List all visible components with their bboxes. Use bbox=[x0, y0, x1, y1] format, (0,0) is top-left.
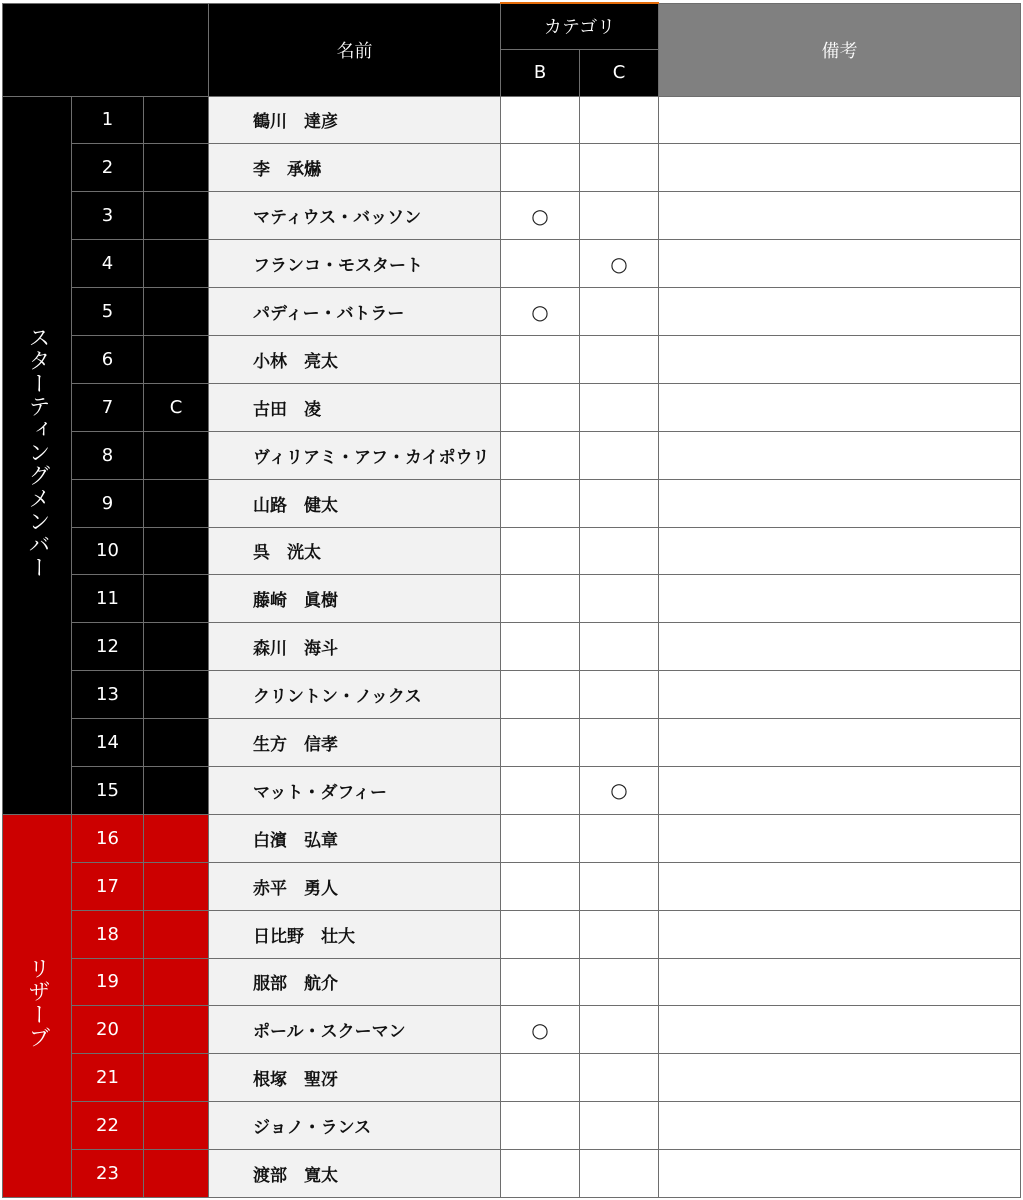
player-row bbox=[3, 575, 1021, 623]
jersey-number: 17 bbox=[72, 862, 144, 910]
notes-cell bbox=[659, 814, 1021, 862]
category-b-mark bbox=[501, 431, 580, 479]
category-c-mark bbox=[580, 527, 659, 575]
category-c-mark bbox=[580, 335, 659, 383]
player-name: ヴィリアミ・アフ・カイポウリ bbox=[209, 431, 501, 479]
category-c-mark bbox=[580, 288, 659, 336]
jersey-number: 10 bbox=[72, 527, 144, 575]
header-category-b: B bbox=[501, 49, 580, 96]
captain-flag bbox=[144, 1054, 209, 1102]
category-c-mark: ○ bbox=[580, 240, 659, 288]
category-b-mark bbox=[501, 1054, 580, 1102]
category-b-mark: ○ bbox=[501, 288, 580, 336]
player-name: クリントン・ノックス bbox=[209, 671, 501, 719]
section-reserves bbox=[3, 814, 72, 1197]
player-row bbox=[3, 288, 1021, 336]
jersey-number: 3 bbox=[72, 192, 144, 240]
jersey-number: 6 bbox=[72, 335, 144, 383]
player-row bbox=[3, 144, 1021, 192]
jersey-number: 11 bbox=[72, 575, 144, 623]
player-row bbox=[3, 1054, 1021, 1102]
player-row bbox=[3, 240, 1021, 288]
captain-flag bbox=[144, 1102, 209, 1150]
player-row bbox=[3, 623, 1021, 671]
captain-flag bbox=[144, 910, 209, 958]
category-c-mark bbox=[580, 1054, 659, 1102]
jersey-number: 8 bbox=[72, 431, 144, 479]
category-b-mark bbox=[501, 910, 580, 958]
player-name: ポール・スクーマン bbox=[209, 1006, 501, 1054]
player-name: 呉 洸太 bbox=[209, 527, 501, 575]
jersey-number: 20 bbox=[72, 1006, 144, 1054]
captain-flag bbox=[144, 527, 209, 575]
player-name: 鶴川 達彦 bbox=[209, 96, 501, 144]
notes-cell bbox=[659, 144, 1021, 192]
player-row bbox=[3, 814, 1021, 862]
category-b-mark bbox=[501, 479, 580, 527]
category-c-mark bbox=[580, 1102, 659, 1150]
jersey-number: 2 bbox=[72, 144, 144, 192]
player-name: フランコ・モスタート bbox=[209, 240, 501, 288]
player-row bbox=[3, 1150, 1021, 1198]
captain-flag bbox=[144, 862, 209, 910]
captain-flag bbox=[144, 479, 209, 527]
player-row bbox=[3, 958, 1021, 1006]
header-name: 名前 bbox=[209, 3, 501, 96]
notes-cell bbox=[659, 288, 1021, 336]
captain-flag bbox=[144, 671, 209, 719]
player-name: 渡部 寛太 bbox=[209, 1150, 501, 1198]
player-name: 生方 信孝 bbox=[209, 719, 501, 767]
captain-flag bbox=[144, 575, 209, 623]
player-name: 白濱 弘章 bbox=[209, 814, 501, 862]
jersey-number: 19 bbox=[72, 958, 144, 1006]
jersey-number: 5 bbox=[72, 288, 144, 336]
category-c-mark bbox=[580, 958, 659, 1006]
player-row bbox=[3, 1102, 1021, 1150]
notes-cell bbox=[659, 910, 1021, 958]
player-row bbox=[3, 431, 1021, 479]
notes-cell bbox=[659, 766, 1021, 814]
notes-cell bbox=[659, 527, 1021, 575]
player-name: 赤平 勇人 bbox=[209, 862, 501, 910]
category-b-mark bbox=[501, 623, 580, 671]
player-name: 藤崎 眞樹 bbox=[209, 575, 501, 623]
table-header bbox=[3, 3, 1021, 96]
jersey-number: 7 bbox=[72, 383, 144, 431]
player-name: 山路 健太 bbox=[209, 479, 501, 527]
jersey-number: 18 bbox=[72, 910, 144, 958]
header-blank bbox=[3, 3, 209, 96]
captain-flag bbox=[144, 623, 209, 671]
category-c-mark bbox=[580, 671, 659, 719]
category-c-mark bbox=[580, 814, 659, 862]
captain-flag bbox=[144, 96, 209, 144]
player-row bbox=[3, 335, 1021, 383]
jersey-number: 23 bbox=[72, 1150, 144, 1198]
category-b-mark bbox=[501, 96, 580, 144]
player-row bbox=[3, 1006, 1021, 1054]
captain-flag: C bbox=[144, 383, 209, 431]
category-c-mark bbox=[580, 479, 659, 527]
notes-cell bbox=[659, 671, 1021, 719]
category-c-mark bbox=[580, 862, 659, 910]
captain-flag bbox=[144, 719, 209, 767]
captain-flag bbox=[144, 958, 209, 1006]
category-b-mark bbox=[501, 719, 580, 767]
notes-cell bbox=[659, 575, 1021, 623]
player-name: 根塚 聖冴 bbox=[209, 1054, 501, 1102]
player-row bbox=[3, 383, 1021, 431]
jersey-number: 16 bbox=[72, 814, 144, 862]
player-name: 古田 凌 bbox=[209, 383, 501, 431]
category-b-mark bbox=[501, 240, 580, 288]
category-b-mark: ○ bbox=[501, 1006, 580, 1054]
captain-flag bbox=[144, 192, 209, 240]
category-b-mark bbox=[501, 1102, 580, 1150]
notes-cell bbox=[659, 719, 1021, 767]
category-b-mark bbox=[501, 527, 580, 575]
category-b-mark bbox=[501, 671, 580, 719]
player-name: ジョノ・ランス bbox=[209, 1102, 501, 1150]
category-c-mark bbox=[580, 383, 659, 431]
player-row bbox=[3, 479, 1021, 527]
category-b-mark bbox=[501, 766, 580, 814]
roster-table bbox=[2, 2, 1021, 1198]
category-c-mark bbox=[580, 575, 659, 623]
notes-cell bbox=[659, 383, 1021, 431]
table-body bbox=[3, 96, 1021, 1198]
captain-flag bbox=[144, 431, 209, 479]
jersey-number: 12 bbox=[72, 623, 144, 671]
player-name: 小林 亮太 bbox=[209, 335, 501, 383]
section-label: リザーブ bbox=[25, 956, 50, 1049]
header-category: カテゴリ bbox=[501, 3, 659, 49]
section-label: スターティングメンバー bbox=[25, 325, 50, 579]
player-name: マティウス・バッソン bbox=[209, 192, 501, 240]
category-c-mark bbox=[580, 1150, 659, 1198]
category-c-mark bbox=[580, 192, 659, 240]
player-name: 李 承爀 bbox=[209, 144, 501, 192]
player-name: パディー・バトラー bbox=[209, 288, 501, 336]
notes-cell bbox=[659, 958, 1021, 1006]
category-c-mark: ○ bbox=[580, 766, 659, 814]
notes-cell bbox=[659, 335, 1021, 383]
captain-flag bbox=[144, 240, 209, 288]
category-c-mark bbox=[580, 96, 659, 144]
notes-cell bbox=[659, 623, 1021, 671]
category-b-mark bbox=[501, 335, 580, 383]
notes-cell bbox=[659, 1150, 1021, 1198]
category-b-mark bbox=[501, 383, 580, 431]
category-b-mark bbox=[501, 1150, 580, 1198]
player-row bbox=[3, 766, 1021, 814]
notes-cell bbox=[659, 479, 1021, 527]
category-b-mark bbox=[501, 144, 580, 192]
category-c-mark bbox=[580, 431, 659, 479]
header-notes: 備考 bbox=[659, 3, 1021, 96]
category-c-mark bbox=[580, 623, 659, 671]
jersey-number: 13 bbox=[72, 671, 144, 719]
captain-flag bbox=[144, 144, 209, 192]
player-row bbox=[3, 527, 1021, 575]
captain-flag bbox=[144, 1150, 209, 1198]
jersey-number: 22 bbox=[72, 1102, 144, 1150]
player-name: 服部 航介 bbox=[209, 958, 501, 1006]
section-starting-members bbox=[3, 96, 72, 814]
jersey-number: 4 bbox=[72, 240, 144, 288]
notes-cell bbox=[659, 431, 1021, 479]
jersey-number: 9 bbox=[72, 479, 144, 527]
captain-flag bbox=[144, 814, 209, 862]
notes-cell bbox=[659, 1102, 1021, 1150]
player-name: 森川 海斗 bbox=[209, 623, 501, 671]
captain-flag bbox=[144, 766, 209, 814]
player-name: マット・ダフィー bbox=[209, 766, 501, 814]
player-name: 日比野 壮大 bbox=[209, 910, 501, 958]
notes-cell bbox=[659, 240, 1021, 288]
player-row bbox=[3, 96, 1021, 144]
jersey-number: 21 bbox=[72, 1054, 144, 1102]
category-b-mark bbox=[501, 862, 580, 910]
category-b-mark bbox=[501, 958, 580, 1006]
notes-cell bbox=[659, 192, 1021, 240]
captain-flag bbox=[144, 335, 209, 383]
player-row bbox=[3, 671, 1021, 719]
notes-cell bbox=[659, 1054, 1021, 1102]
captain-flag bbox=[144, 1006, 209, 1054]
jersey-number: 14 bbox=[72, 719, 144, 767]
category-b-mark bbox=[501, 814, 580, 862]
category-c-mark bbox=[580, 1006, 659, 1054]
jersey-number: 15 bbox=[72, 766, 144, 814]
category-c-mark bbox=[580, 910, 659, 958]
category-b-mark: ○ bbox=[501, 192, 580, 240]
player-row bbox=[3, 192, 1021, 240]
notes-cell bbox=[659, 1006, 1021, 1054]
player-row bbox=[3, 862, 1021, 910]
jersey-number: 1 bbox=[72, 96, 144, 144]
captain-flag bbox=[144, 288, 209, 336]
player-row bbox=[3, 719, 1021, 767]
category-c-mark bbox=[580, 144, 659, 192]
notes-cell bbox=[659, 862, 1021, 910]
category-c-mark bbox=[580, 719, 659, 767]
player-row bbox=[3, 910, 1021, 958]
header-category-c: C bbox=[580, 49, 659, 96]
notes-cell bbox=[659, 96, 1021, 144]
category-b-mark bbox=[501, 575, 580, 623]
